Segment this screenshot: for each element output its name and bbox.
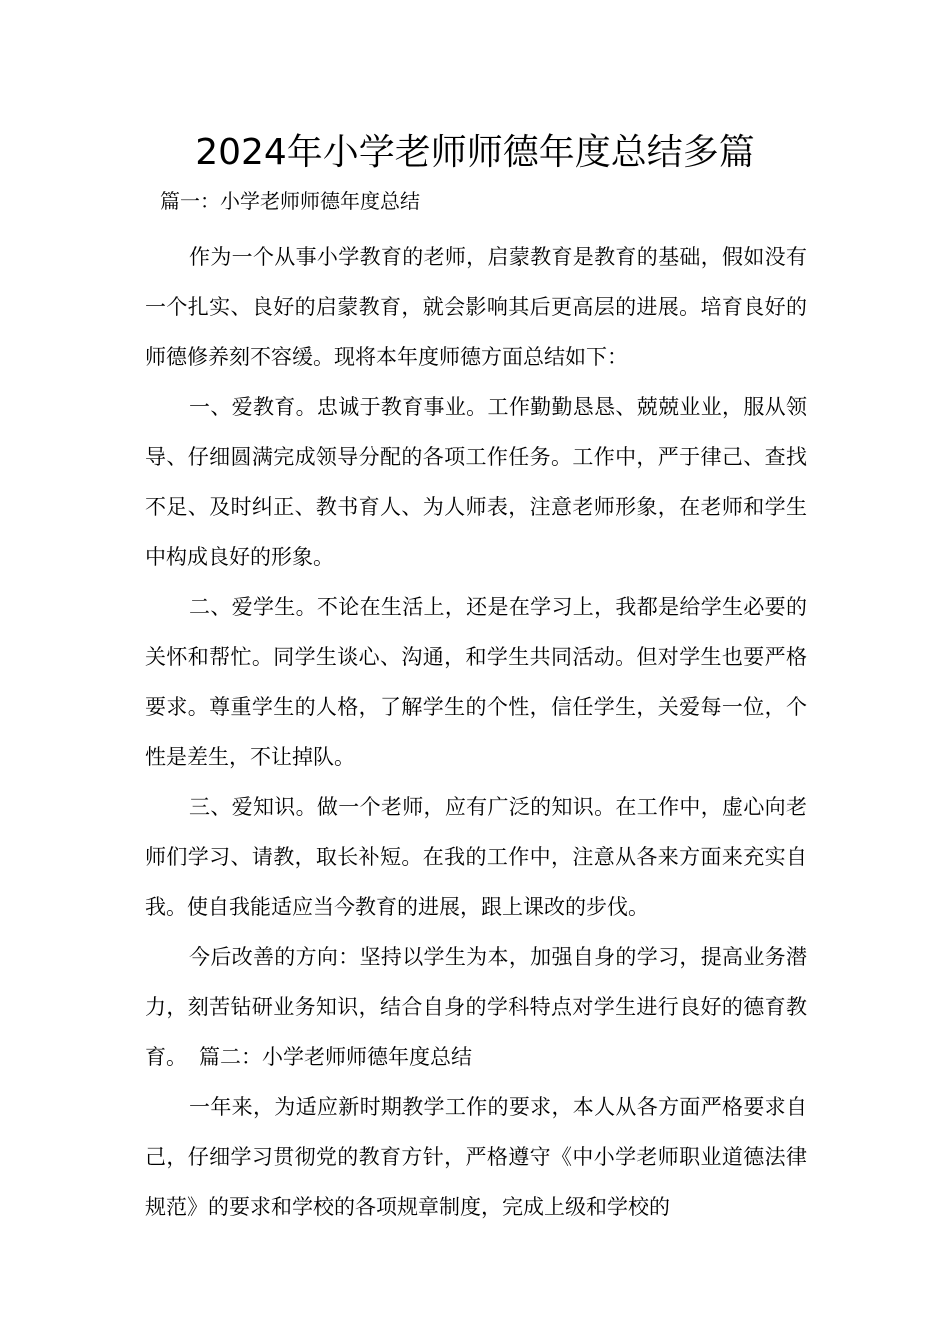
paragraph: 三、爱知识。做一个老师，应有广泛的知识。在工作中，虚心向老师们学习、请教，取长补短。在我的工作中，注意从各来方面来充实自我。使自我能适应当今教育的进展，跟上课改的步伐。 <box>145 795 807 919</box>
section-heading-2: 篇二：小学老师师德年度总结 <box>199 1045 472 1069</box>
paragraph-text: 今后改善的方向：坚持以学生为本，加强自身的学习，提高业务潜力，刻苦钻研业务知识，结合自身的学科特点对学生进行良好的德育教育。 <box>145 945 807 1069</box>
paragraph: 二、爱学生。不论在生活上，还是在学习上，我都是给学生必要的关怀和帮忙。同学生谈心、沟通，和学生共同活动。但对学生也要严格要求。尊重学生的人格，了解学生的个性，信任学生，关爱每一位，个性是差生，不让掉队。 <box>145 595 807 769</box>
paragraph <box>145 932 807 1082</box>
paragraph: 作为一个从事小学教育的老师，启蒙教育是教育的基础，假如没有一个扎实、良好的启蒙教育，就会影响其后更高层的进展。培育良好的师德修养刻不容缓。现将本年度师德方面总结如下： <box>145 245 807 369</box>
paragraph: 一、爱教育。忠诚于教育事业。工作勤勤恳恳、兢兢业业，服从领导、仔细圆满完成领导分配的各项工作任务。工作中，严于律己、查找不足、及时纠正、教书育人、为人师表，注意老师形象，在老师和学生中构成良好的形象。 <box>145 395 807 569</box>
section-heading-1: 篇一：小学老师师德年度总结 <box>160 189 420 213</box>
document-title: 2024年小学老师师德年度总结多篇 <box>195 132 755 173</box>
document-body <box>145 232 807 1232</box>
paragraph: 一年来，为适应新时期教学工作的要求，本人从各方面严格要求自己，仔细学习贯彻党的教育方针，严格遵守《中小学老师职业道德法律规范》的要求和学校的各项规章制度，完成上级和学校的 <box>145 1095 807 1219</box>
